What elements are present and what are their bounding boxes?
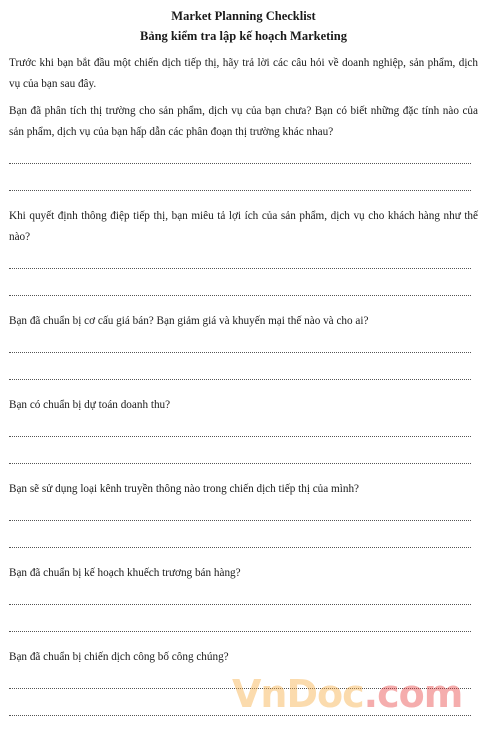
answer-line-3b[interactable] (9, 379, 471, 380)
answer-line-4b[interactable] (9, 463, 471, 464)
answer-line-6b[interactable] (9, 631, 471, 632)
question-5: Bạn sẽ sử dụng loại kênh truyền thông nào trong chiến dịch tiếp thị của mình? (9, 483, 360, 495)
question-6: Bạn đã chuẩn bị kế hoạch khuếch trương bán hàng? (9, 567, 241, 579)
answer-line-3a[interactable] (9, 352, 471, 353)
answer-line-5b[interactable] (9, 547, 471, 548)
watermark-suffix: .com (363, 672, 463, 716)
answer-line-6a[interactable] (9, 604, 471, 605)
answer-line-1a[interactable] (9, 163, 471, 164)
answer-line-4a[interactable] (9, 436, 471, 437)
question-3: Bạn đã chuẩn bị cơ cấu giá bán? Bạn giảm giá và khuyến mại thế nào và cho ai? (9, 315, 369, 327)
question-1: Bạn đã phân tích thị trường cho sản phẩm, dịch vụ của bạn chưa? Bạn có biết những đặc tính nào của sản phẩm, dịch vụ của bạn hấp dẫn các phân đoạn thị trường khác nhau? (9, 105, 478, 138)
answer-line-1b[interactable] (9, 190, 471, 191)
question-4: Bạn có chuẩn bị dự toán doanh thu? (9, 399, 171, 411)
intro-paragraph: Trước khi bạn bắt đầu một chiến dịch tiếp thị, hãy trả lời các câu hỏi về doanh nghiệp, sản phẩm, dịch vụ của bạn sau đây. (9, 57, 478, 90)
question-2: Khi quyết định thông điệp tiếp thị, bạn miêu tả lợi ích của sản phẩm, dịch vụ cho khách hàng như thế nào? (9, 210, 478, 243)
answer-line-5a[interactable] (9, 520, 471, 521)
answer-line-2a[interactable] (9, 268, 471, 269)
document-title-english: Market Planning Checklist (171, 9, 316, 23)
vndoc-watermark-logo (232, 672, 462, 716)
answer-line-2b[interactable] (9, 295, 471, 296)
question-7: Bạn đã chuẩn bị chiến dịch công bố công chúng? (9, 651, 229, 663)
watermark-brand: VnDoc (232, 672, 364, 716)
document-title-vietnamese: Bảng kiểm tra lập kế hoạch Marketing (140, 29, 347, 43)
